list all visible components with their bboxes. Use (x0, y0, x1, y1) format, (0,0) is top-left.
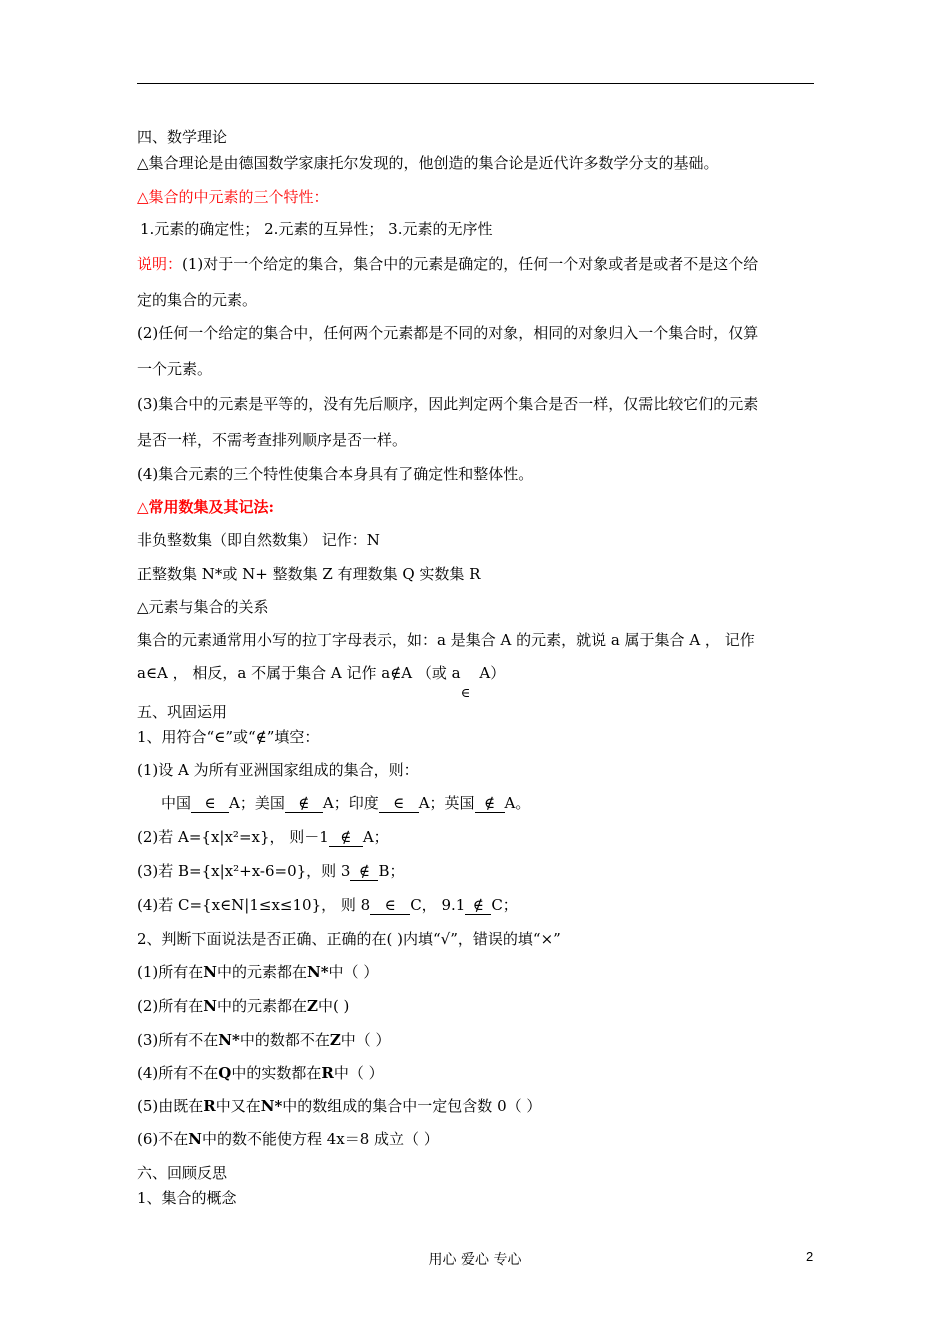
question-1-2: (2)若 A={x|x²=x}， 则－1 ∉ A； (137, 828, 389, 846)
heading-element-relation: △元素与集合的关系 (137, 598, 269, 616)
page-number: 2 (806, 1249, 814, 1264)
paragraph-cantor: △集合理论是由德国数学家康托尔发现的，他创造的集合论是近代许多数学分支的基础。 (137, 154, 719, 172)
note-2: (2)任何一个给定的集合中，任何两个元素都是不同的对象，相同的对象归入一个集合时，仅算 (137, 324, 759, 342)
answer-blank: ∉ (465, 897, 491, 915)
review-item-1: 1、集合的概念 (137, 1189, 237, 1207)
element-of-symbol: ∈ (460, 686, 471, 701)
question-1-3: (3)若 B={x|x²+x-6=0}，则 3 ∉ B； (137, 862, 405, 880)
sets-line-2: 正整数集 N*或 N+ 整数集 Z 有理数集 Q 实数集 R (137, 565, 481, 583)
note-label: 说明： (137, 255, 183, 273)
question-1-1-answers: 中国 ∈ A；美国 ∉ A；印度 ∈ A；英国 ∉ A。 (161, 794, 531, 812)
note-3-cont: 是否一样，不需考查排列顺序是否一样。 (137, 431, 408, 449)
heading-number-sets: △常用数集及其记法: (137, 498, 275, 516)
answer-blank: ∉ (285, 795, 323, 813)
header-rule (137, 83, 814, 84)
note-2-cont: 一个元素。 (137, 360, 213, 378)
answer-blank: ∉ (350, 863, 378, 881)
note-1-cont: 定的集合的元素。 (137, 291, 258, 309)
answer-blank: ∉ (329, 829, 363, 847)
section6-heading: 六、回顾反思 (137, 1164, 228, 1182)
question-2-item: (3)所有不在N*中的数都不在Z中（ ） (137, 1031, 391, 1049)
question-2-item: (2)所有在N中的元素都在Z中( ) (137, 997, 350, 1015)
question-2-item: (6)不在N中的数不能使方程 4x＝8 成立（ ） (137, 1130, 439, 1148)
answer-blank: ∈ (370, 897, 410, 915)
section4-heading: 四、数学理论 (137, 128, 228, 146)
question-2-item: (5)由既在R中又在N*中的数组成的集合中一定包含数 0（ ） (137, 1097, 542, 1115)
question-1: 1、用符合“∈”或“∉”填空： (137, 728, 320, 746)
relation-line-2: a∈A ， 相反，a 不属于集合 A 记作 a∉A （或 a ∈ A） (137, 663, 505, 683)
page-footer: 用心 爱心 专心 (428, 1252, 522, 1268)
section5-heading: 五、巩固运用 (137, 703, 228, 721)
question-2-item: (4)所有不在Q中的实数都在R中（ ） (137, 1064, 384, 1082)
question-2: 2、判断下面说法是否正确、正确的在( )内填“√”，错误的填“×” (137, 930, 561, 948)
question-1-1: (1)设 A 为所有亚洲国家组成的集合，则： (137, 761, 419, 779)
question-2-item: (1)所有在N中的元素都在N*中（ ） (137, 963, 379, 981)
note-1: 说明：(1)对于一个给定的集合，集合中的元素是确定的，任何一个对象或者是或者不是这个给 (137, 255, 759, 273)
sets-line-1: 非负整数集（即自然数集） 记作：N (137, 531, 380, 549)
relation-line-1: 集合的元素通常用小写的拉丁字母表示，如：a 是集合 A 的元素，就说 a 属于集合 A ， 记作 (137, 631, 755, 649)
answer-blank: ∈ (191, 795, 229, 813)
answer-blank: ∈ (379, 795, 419, 813)
properties-list: 1.元素的确定性； 2.元素的互异性； 3.元素的无序性 (140, 220, 493, 238)
question-1-4: (4)若 C={x∈N|1≤x≤10}， 则 8 ∈ C， 9.1 ∉ C； (137, 896, 518, 914)
note-4: (4)集合元素的三个特性使集合本身具有了确定性和整体性。 (137, 465, 534, 483)
heading-element-properties: △集合的中元素的三个特性： (137, 188, 329, 206)
note-3: (3)集合中的元素是平等的，没有先后顺序，因此判定两个集合是否一样，仅需比较它们的元素 (137, 395, 759, 413)
answer-blank: ∉ (475, 795, 505, 813)
